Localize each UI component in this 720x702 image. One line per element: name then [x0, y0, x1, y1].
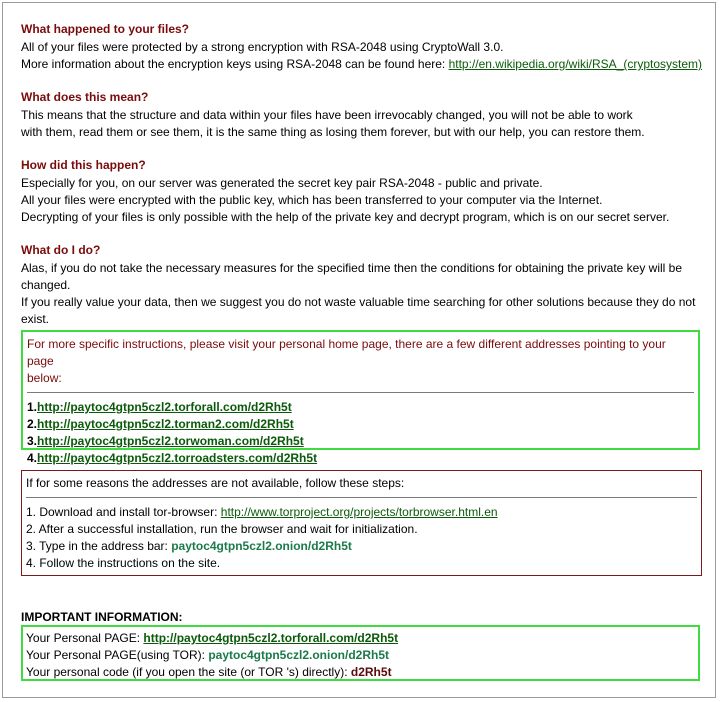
personal-code: d2Rh5t: [350, 665, 392, 679]
personal-tor-label: Your Personal PAGE(using TOR):: [26, 648, 209, 662]
divider: [27, 392, 694, 393]
section-text: If you really value your data, then we suggest you do not waste valuable time searching for other solutions because they do not exist.: [21, 295, 696, 326]
personal-page-link[interactable]: http://paytoc4gtpn5czl2.torforall.com/d2Rh5t: [143, 631, 399, 645]
section-text: [21, 56, 705, 73]
section-text: with them, read them or see them, it is the same thing as losing them forever, but with our help, you can restore them.: [21, 125, 645, 139]
onion-address: paytoc4gtpn5czl2.onion/d2Rh5t: [171, 539, 352, 553]
address-item: [27, 399, 694, 416]
section-heading: What do I do?: [21, 243, 101, 257]
section-text: This means that the structure and data within your files have been irrevocably changed, you will not be able to work: [21, 108, 633, 122]
ransom-note-content: [21, 21, 705, 679]
address-link-2[interactable]: http://paytoc4gtpn5czl2.torman2.com/d2Rh5t: [37, 417, 294, 431]
address-number: 1.: [27, 400, 38, 414]
section-text: All your files were encrypted with the public key, which has been transferred to your computer via the Internet.: [21, 193, 603, 207]
section-text: Alas, if you do not take the necessary measures for the specified time then the conditions for obtaining the private key will be: [21, 261, 683, 275]
section-heading: What does this mean?: [21, 90, 149, 104]
section-text: changed.: [21, 278, 71, 292]
address-number: 2.: [27, 417, 38, 431]
section-text: Especially for you, on our server was generated the secret key pair RSA-2048 - public and private.: [21, 176, 543, 190]
address-item: [27, 416, 694, 433]
step-1: [26, 504, 697, 521]
instructions-box: [21, 330, 700, 465]
personal-code-line: [26, 664, 694, 681]
step-2: 2. After a successful installation, run the browser and wait for initialization.: [26, 522, 418, 536]
address-number: 3.: [27, 434, 38, 448]
torproject-link[interactable]: http://www.torproject.org/projects/torbrowser.html.en: [220, 505, 498, 519]
address-item: [27, 450, 694, 467]
personal-tor-address: paytoc4gtpn5czl2.onion/d2Rh5t: [208, 648, 389, 662]
important-info-box: [21, 625, 700, 681]
section-heading: What happened to your files?: [21, 22, 190, 36]
address-number: 4.: [27, 451, 38, 465]
address-link-4[interactable]: http://paytoc4gtpn5czl2.torroadsters.com/d2Rh5t: [37, 451, 318, 465]
address-item: [27, 433, 694, 450]
step-text: 3. Type in the address bar:: [26, 539, 172, 553]
wikipedia-rsa-link[interactable]: http://en.wikipedia.org/wiki/RSA_(cryptosystem): [448, 57, 703, 71]
info-prefix: More information about the encryption keys using RSA-2048 can be found here:: [21, 57, 449, 71]
ransom-note-frame: [2, 2, 716, 698]
divider: [26, 497, 697, 498]
instructions-intro: For more specific instructions, please visit your personal home page, there are a few different addresses pointing to your page: [27, 337, 666, 368]
section-text: Decrypting of your files is only possible with the help of the private key and decrypt program, which is on our secret server.: [21, 210, 670, 224]
address-link-1[interactable]: http://paytoc4gtpn5czl2.torforall.com/d2Rh5t: [37, 400, 292, 414]
section-what-do-i-do: [21, 242, 705, 328]
steps-intro: If for some reasons the addresses are not available, follow these steps:: [26, 476, 405, 490]
step-4: 4. Follow the instructions on the site.: [26, 556, 221, 570]
personal-page-line: [26, 630, 694, 647]
section-text: All of your files were protected by a strong encryption with RSA-2048 using CryptoWall 3.0.: [21, 40, 504, 54]
section-what-happened: [21, 21, 705, 73]
instructions-intro: below:: [27, 371, 62, 385]
section-how-did-this-happen: [21, 157, 705, 226]
personal-code-label: Your personal code (if you open the site (or TOR 's) directly):: [26, 665, 351, 679]
step-3: [26, 538, 697, 555]
section-what-does-this-mean: [21, 89, 705, 141]
personal-page-label: Your Personal PAGE:: [26, 631, 144, 645]
address-link-3[interactable]: http://paytoc4gtpn5czl2.torwoman.com/d2Rh5t: [37, 434, 304, 448]
personal-tor-line: [26, 647, 694, 664]
section-heading: How did this happen?: [21, 158, 146, 172]
tor-steps-box: [21, 470, 702, 576]
important-title: IMPORTANT INFORMATION:: [21, 610, 183, 624]
step-text: 1. Download and install tor-browser:: [26, 505, 221, 519]
